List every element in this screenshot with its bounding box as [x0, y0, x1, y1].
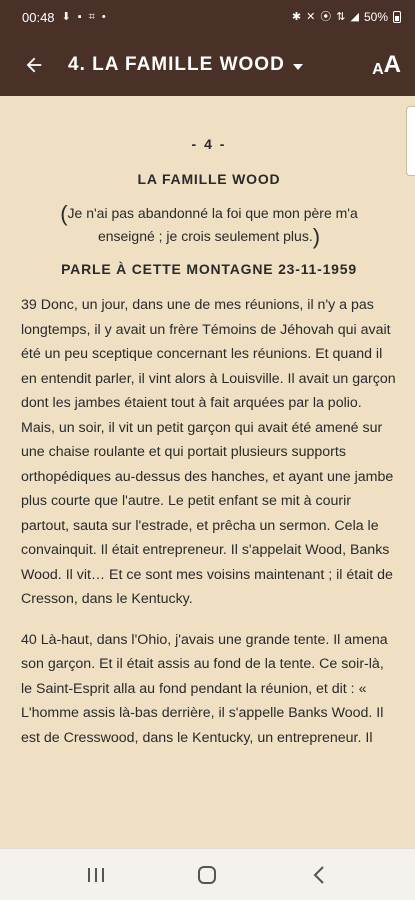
back-button[interactable]	[18, 49, 50, 81]
wifi-icon: ⇅	[336, 10, 346, 23]
location-icon: ⦿	[320, 10, 332, 23]
quote-close-paren: )	[312, 224, 321, 249]
font-size-button[interactable]	[372, 51, 401, 79]
home-button[interactable]	[187, 855, 227, 895]
chevron-left-icon	[312, 865, 326, 885]
signal-icon: ◢	[350, 10, 359, 23]
reading-content[interactable]	[0, 96, 415, 848]
home-icon	[196, 864, 218, 886]
status-left	[22, 10, 106, 25]
status-time: 00:48	[22, 9, 55, 25]
battery-icon	[393, 11, 401, 23]
nfc-icon: ⌗	[88, 10, 95, 23]
font-size-big-a: A	[383, 51, 401, 78]
paragraph-40: 40 Là-haut, dans l'Ohio, j'avais une grande tente. Il amena son garçon. Et il était assis au fond de la tente. Ce soir-là, le Saint-Esprit alla au fond pendant la réunion, et dit : « L'homme assis là-bas derrière, il s'appelle Banks Wood. Il est de Cresswood, dans le Kentucky, un entrepreneur. Il	[21, 631, 388, 746]
download-icon: ⬇	[61, 10, 71, 23]
status-right	[292, 10, 401, 24]
recents-icon	[86, 866, 106, 884]
arrow-left-icon	[23, 54, 45, 76]
chapter-selector[interactable]	[68, 54, 303, 76]
battery-percent: 50%	[363, 10, 388, 24]
chapter-title: LA FAMILLE WOOD	[137, 171, 281, 187]
image-icon: ▪	[77, 10, 82, 23]
quote-text: Je n'ai pas abandonné la foi que mon père m'a enseigné ; je crois seulement plus.	[67, 205, 358, 244]
chapter-number: - 4 -	[191, 136, 227, 152]
sermon-title: PARLE À CETTE MONTAGNE 23-11-1959	[61, 261, 357, 277]
app-bar	[0, 34, 415, 96]
mute-icon: ✕	[306, 10, 316, 23]
paragraph-39: 39 Donc, un jour, dans une de mes réunions, il n'y a pas longtemps, il y avait un frère Témoins de Jéhovah qui avait été un peu sceptique concernant les réunions. Et quand il en entendit parler, il vint alors à Louisville. Il avait un garçon dont les jambes étaient tout à fait arquées par la polio. Mais, un soir, il vit un petit garçon qui avait été amené sur une chaise roulante et qui portait plusieurs supports orthopédiques au-dessus des hanches, et ayant une jambe plus courte que l'autre. Le petit enfant se mit à courir partout, sauta sur l'estrade, et prêcha un sermon. Cela le convainquit. Il était entrepreneur. Il s'appelait Wood, Banks Wood. Il vit… Et ce sont mes voisins maintenant ; il était de Cresson, dans le Kentucky.	[21, 297, 396, 607]
font-size-small-a: A	[372, 61, 384, 78]
recents-button[interactable]	[76, 855, 116, 895]
app-title: 4. LA FAMILLE WOOD	[68, 54, 285, 75]
back-nav-button[interactable]	[299, 855, 339, 895]
quote	[21, 202, 397, 248]
system-nav-bar	[0, 848, 415, 900]
scroll-handle[interactable]	[406, 106, 415, 176]
caret-down-icon	[293, 64, 303, 70]
quote-open-paren: (	[60, 201, 68, 226]
status-bar	[0, 0, 415, 34]
bluetooth-icon: ✱	[291, 10, 302, 23]
dot-icon: •	[101, 10, 106, 23]
